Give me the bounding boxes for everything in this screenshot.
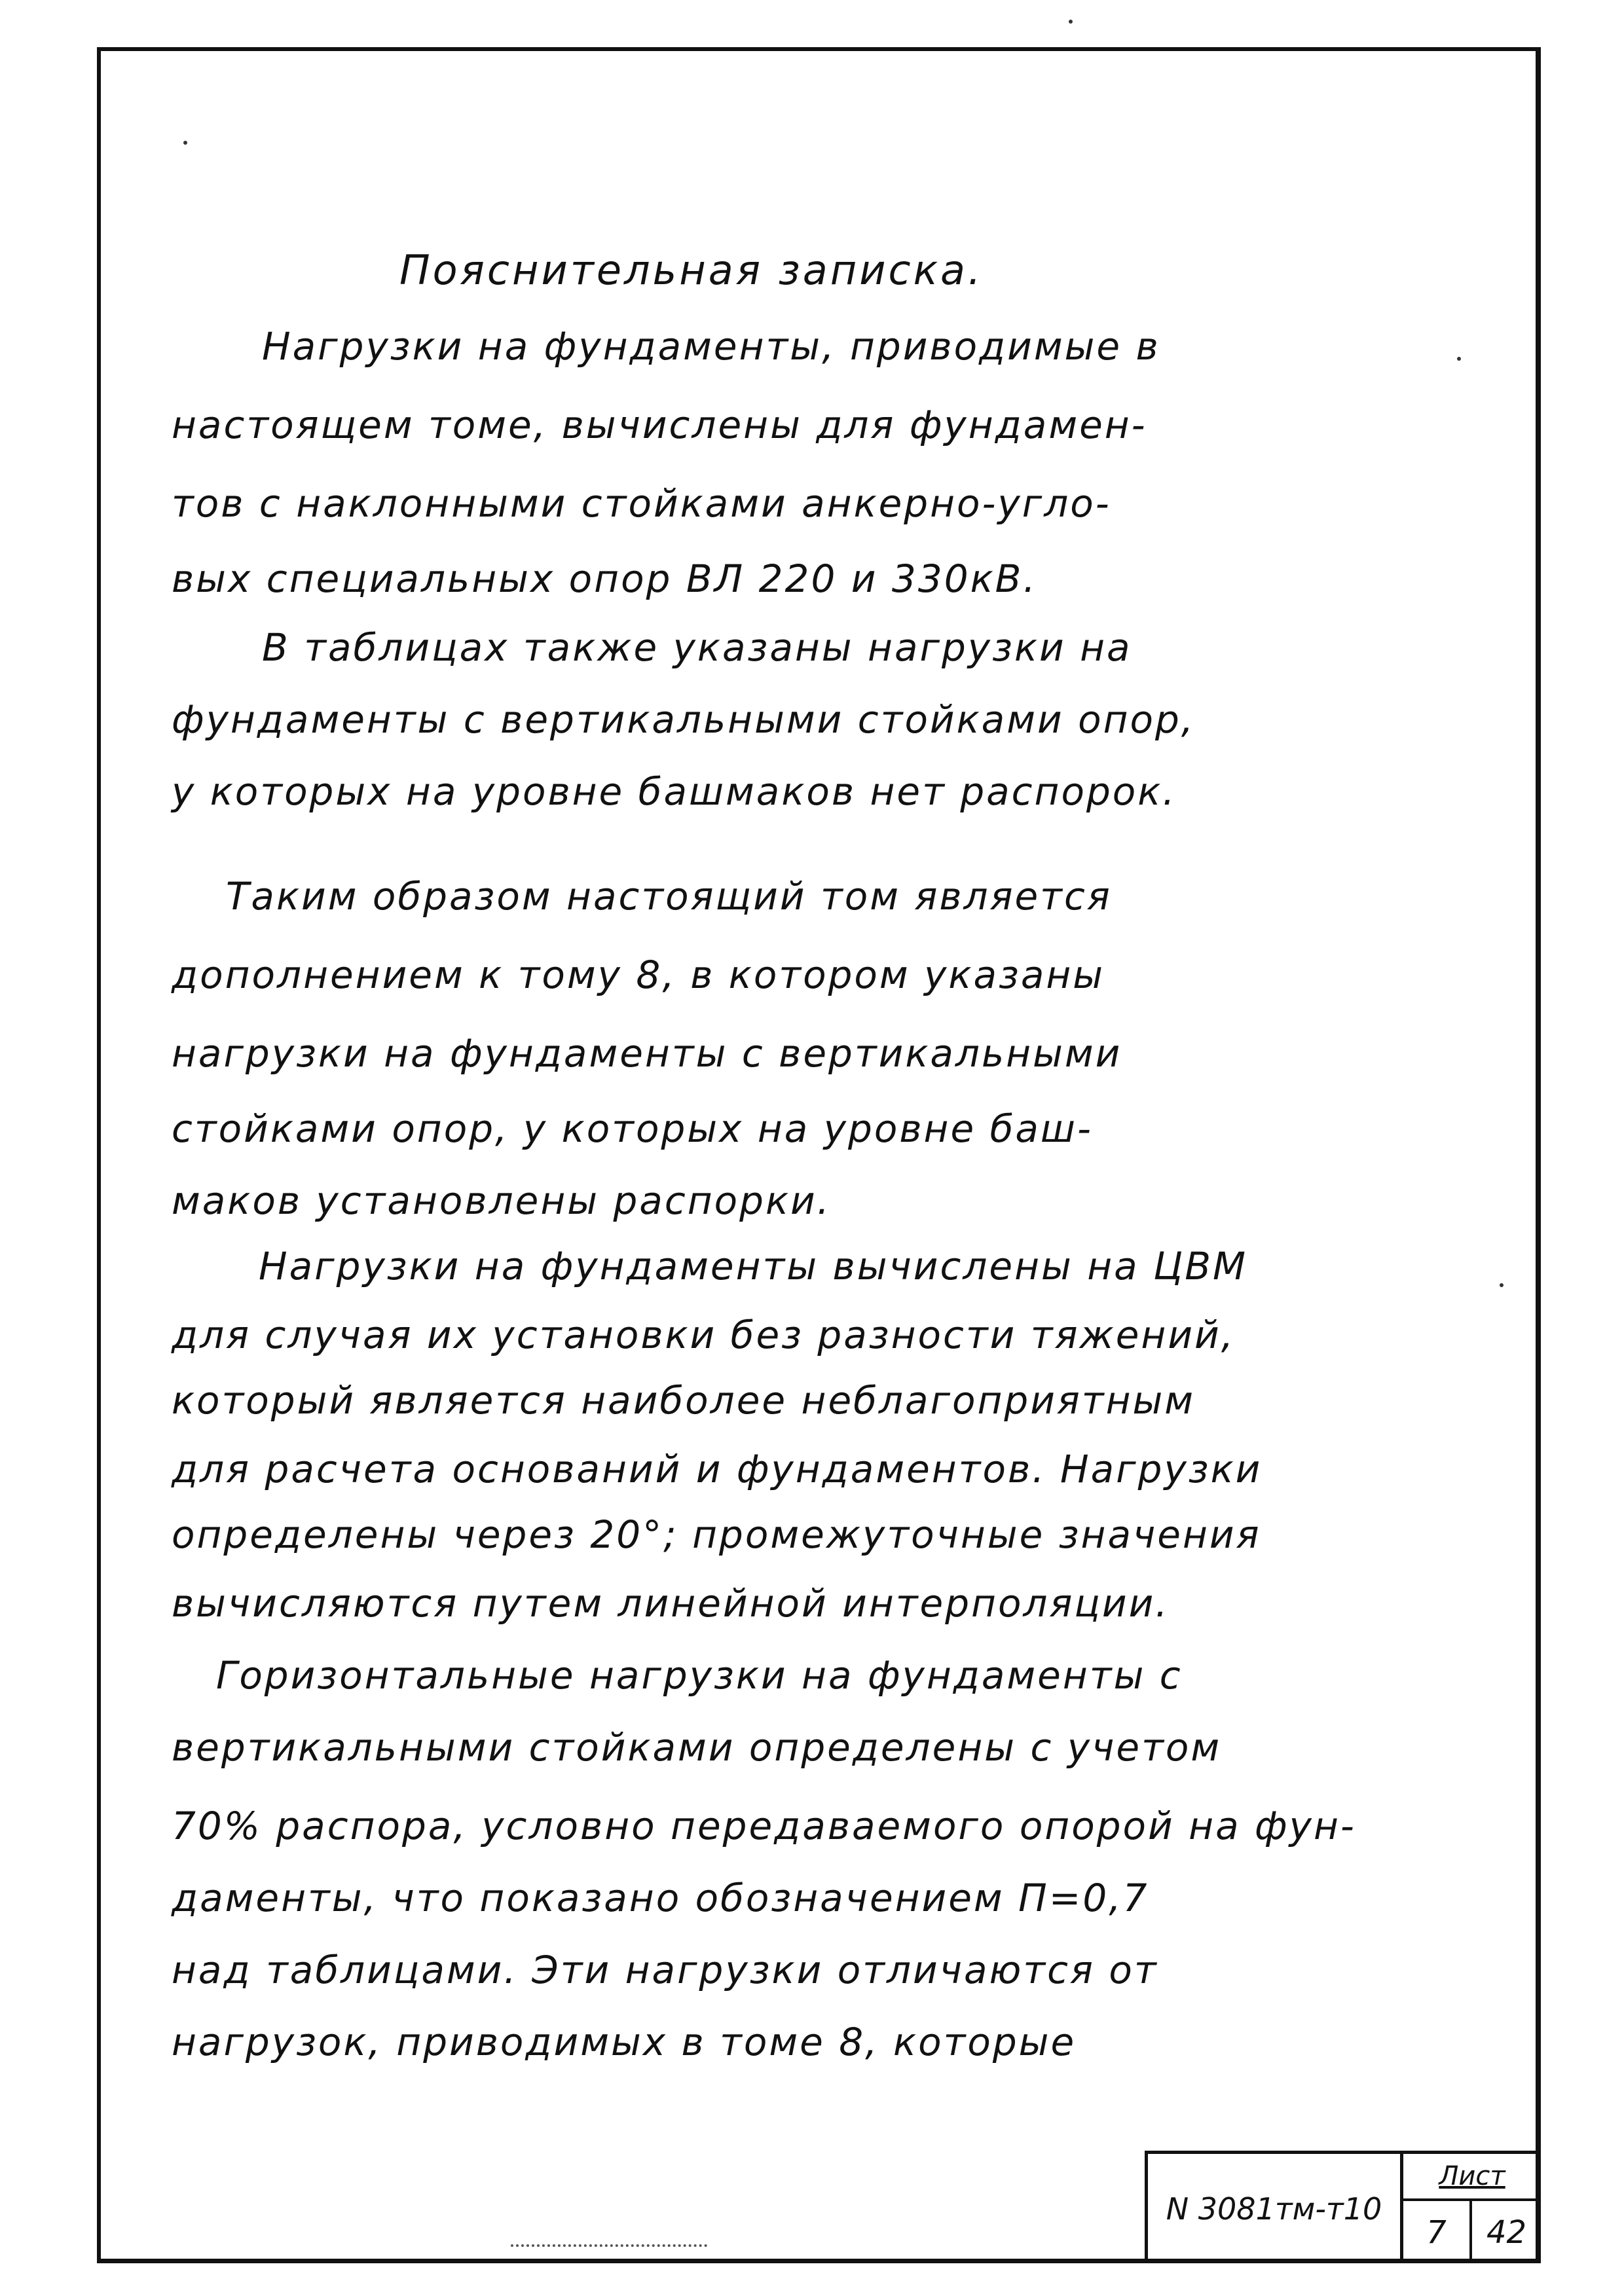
text-line: Нагрузки на фундаменты, приводимые в bbox=[262, 324, 1160, 369]
sheet-label: Лист bbox=[1403, 2154, 1541, 2201]
text-line: 70% распора, условно передаваемого опорой на фун- bbox=[172, 1804, 1356, 1848]
text-line: Таким образом настоящий том является bbox=[226, 874, 1112, 919]
text-line: определены через 20°; промежуточные значения bbox=[172, 1512, 1261, 1557]
text-line: вычисляются путем линейной интерполяции. bbox=[172, 1581, 1170, 1626]
scan-speck bbox=[1500, 1283, 1504, 1287]
text-line: даменты, что показано обозначением П=0,7 bbox=[172, 1876, 1149, 1920]
document-number: N 3081тм-т10 bbox=[1148, 2154, 1403, 2263]
text-line: маков установлены распорки. bbox=[172, 1178, 832, 1223]
text-line: для случая их установки без разности тяжений, bbox=[172, 1313, 1236, 1357]
text-line: вых специальных опор ВЛ 220 и 330кВ. bbox=[172, 556, 1037, 601]
page-frame bbox=[97, 47, 1541, 2263]
text-line: для расчета оснований и фундаментов. Нагрузки bbox=[172, 1447, 1263, 1491]
text-line: фундаменты с вертикальными стойками опор, bbox=[172, 697, 1196, 742]
sheet-number: 7 bbox=[1403, 2201, 1472, 2263]
text-line: В таблицах также указаны нагрузки на bbox=[262, 625, 1132, 670]
text-line: стойками опор, у которых на уровне баш- bbox=[172, 1106, 1093, 1151]
text-line: у которых на уровне башмаков нет распорок. bbox=[172, 769, 1177, 814]
scan-speck bbox=[1457, 357, 1461, 361]
text-line: Нагрузки на фундаменты вычислены на ЦВМ bbox=[259, 1244, 1248, 1288]
total-sheets: 42 bbox=[1486, 2214, 1527, 2251]
scan-speck bbox=[183, 141, 187, 145]
text-line: Горизонтальные нагрузки на фундаменты с bbox=[216, 1653, 1183, 1698]
scan-artifact-dots bbox=[511, 2244, 707, 2250]
document-title: Пояснительная записка. bbox=[399, 246, 984, 294]
text-line: который является наиболее неблагоприятным bbox=[172, 1378, 1196, 1423]
text-line: тов с наклонными стойками анкерно-угло- bbox=[172, 481, 1111, 526]
text-line: дополнением к тому 8, в котором указаны bbox=[172, 953, 1105, 997]
text-line: нагрузок, приводимых в томе 8, которые bbox=[172, 2020, 1077, 2064]
scan-speck bbox=[1069, 20, 1073, 24]
text-line: нагрузки на фундаменты с вертикальными bbox=[172, 1031, 1122, 1076]
text-line: над таблицами. Эти нагрузки отличаются от bbox=[172, 1948, 1158, 1992]
text-line: вертикальными стойками определены с учетом bbox=[172, 1725, 1222, 1770]
text-line: настоящем томе, вычислены для фундамен- bbox=[172, 403, 1147, 447]
title-block-stamp bbox=[1145, 2151, 1541, 2263]
